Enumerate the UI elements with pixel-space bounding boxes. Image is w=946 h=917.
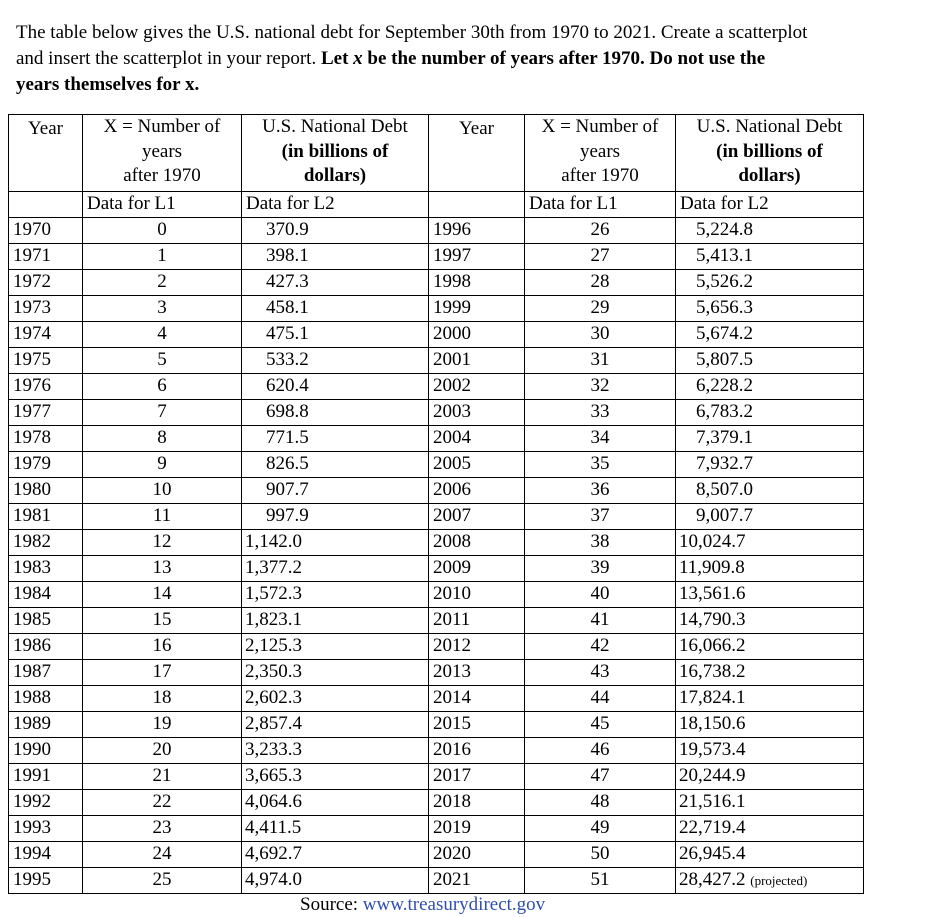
x-cell: 25 <box>83 868 242 894</box>
x-cell: 43 <box>525 660 676 686</box>
x-cell: 35 <box>525 452 676 478</box>
debt-cell: 3,233.3 <box>242 738 429 764</box>
debt-cell: 21,516.1 <box>676 790 864 816</box>
header-year-right: Year <box>429 115 525 192</box>
debt-cell: 826.5 <box>242 452 429 478</box>
debt-cell: 11,909.8 <box>676 556 864 582</box>
debt-cell: 1,572.3 <box>242 582 429 608</box>
instructions-line-3: years themselves for x. <box>16 74 200 95</box>
x-cell: 38 <box>525 530 676 556</box>
table-row <box>9 660 864 686</box>
header-x-right: X = Number of years after 1970 <box>525 115 676 192</box>
year-cell: 2010 <box>429 582 525 608</box>
debt-cell: 698.8 <box>242 400 429 426</box>
year-cell: 2019 <box>429 816 525 842</box>
debt-cell: 458.1 <box>242 296 429 322</box>
x-cell: 51 <box>525 868 676 894</box>
x-cell: 44 <box>525 686 676 712</box>
header-debt-left: U.S. National Debt (in billions of dollars) <box>242 115 429 192</box>
x-cell: 18 <box>83 686 242 712</box>
year-cell: 1993 <box>9 816 83 842</box>
debt-cell: 5,526.2 <box>676 270 864 296</box>
year-cell: 1986 <box>9 634 83 660</box>
x-cell: 15 <box>83 608 242 634</box>
debt-cell: 4,692.7 <box>242 842 429 868</box>
year-cell: 2012 <box>429 634 525 660</box>
table-row <box>9 426 864 452</box>
debt-cell: 8,507.0 <box>676 478 864 504</box>
instructions-bold-x: x <box>353 48 363 69</box>
year-cell: 2003 <box>429 400 525 426</box>
table-row <box>9 530 864 556</box>
x-cell: 31 <box>525 348 676 374</box>
debt-cell: 427.3 <box>242 270 429 296</box>
x-cell: 40 <box>525 582 676 608</box>
year-cell: 1982 <box>9 530 83 556</box>
x-cell: 24 <box>83 842 242 868</box>
x-cell: 6 <box>83 374 242 400</box>
year-cell: 2001 <box>429 348 525 374</box>
subheader-l2-right: Data for L2 <box>676 192 864 218</box>
debt-cell: 1,142.0 <box>242 530 429 556</box>
debt-cell: 26,945.4 <box>676 842 864 868</box>
table-row <box>9 790 864 816</box>
debt-cell: 2,602.3 <box>242 686 429 712</box>
year-cell: 1989 <box>9 712 83 738</box>
table-row <box>9 244 864 270</box>
year-cell: 2018 <box>429 790 525 816</box>
debt-cell: 6,783.2 <box>676 400 864 426</box>
debt-cell: 10,024.7 <box>676 530 864 556</box>
instructions-paragraph <box>16 20 936 98</box>
debt-cell: 22,719.4 <box>676 816 864 842</box>
year-cell: 2014 <box>429 686 525 712</box>
year-cell: 1974 <box>9 322 83 348</box>
projected-note: (projected) <box>750 873 808 888</box>
year-cell: 1979 <box>9 452 83 478</box>
debt-cell: 16,066.2 <box>676 634 864 660</box>
year-cell: 1980 <box>9 478 83 504</box>
table-row <box>9 764 864 790</box>
year-cell: 1981 <box>9 504 83 530</box>
x-cell: 5 <box>83 348 242 374</box>
table-row <box>9 452 864 478</box>
debt-cell: 5,224.8 <box>676 218 864 244</box>
header-x-left: X = Number of years after 1970 <box>83 115 242 192</box>
year-cell: 1972 <box>9 270 83 296</box>
year-cell: 1991 <box>9 764 83 790</box>
instructions-bold-a: Let <box>320 48 354 69</box>
debt-table <box>8 114 864 894</box>
table-row <box>9 348 864 374</box>
x-cell: 23 <box>83 816 242 842</box>
table-row <box>9 478 864 504</box>
year-cell: 2000 <box>429 322 525 348</box>
year-cell: 1999 <box>429 296 525 322</box>
year-cell: 1985 <box>9 608 83 634</box>
debt-cell: 5,656.3 <box>676 296 864 322</box>
debt-cell: 20,244.9 <box>676 764 864 790</box>
debt-cell: 16,738.2 <box>676 660 864 686</box>
debt-cell: 475.1 <box>242 322 429 348</box>
year-cell: 2020 <box>429 842 525 868</box>
year-cell: 2021 <box>429 868 525 894</box>
year-cell: 1996 <box>429 218 525 244</box>
x-cell: 34 <box>525 426 676 452</box>
instructions-line-1: The table below gives the U.S. national debt for September 30th from 1970 to 2021. Create a scatterplot <box>16 22 808 43</box>
subheader-l1-left: Data for L1 <box>83 192 242 218</box>
debt-cell: 4,974.0 <box>242 868 429 894</box>
debt-cell: 9,007.7 <box>676 504 864 530</box>
table-row <box>9 608 864 634</box>
year-cell: 1973 <box>9 296 83 322</box>
year-cell: 2015 <box>429 712 525 738</box>
header-debt-right: U.S. National Debt (in billions of dollars) <box>676 115 864 192</box>
subheader-l2-left: Data for L2 <box>242 192 429 218</box>
debt-cell: 14,790.3 <box>676 608 864 634</box>
x-cell: 48 <box>525 790 676 816</box>
x-cell: 41 <box>525 608 676 634</box>
year-cell: 2002 <box>429 374 525 400</box>
instructions-line-2: and insert the scatterplot in your report. <box>16 48 321 69</box>
x-cell: 50 <box>525 842 676 868</box>
table-row <box>9 322 864 348</box>
debt-cell: 620.4 <box>242 374 429 400</box>
year-cell: 1970 <box>9 218 83 244</box>
x-cell: 0 <box>83 218 242 244</box>
year-cell: 2004 <box>429 426 525 452</box>
year-cell: 2011 <box>429 608 525 634</box>
x-cell: 17 <box>83 660 242 686</box>
x-cell: 39 <box>525 556 676 582</box>
year-cell: 1975 <box>9 348 83 374</box>
debt-cell: 4,411.5 <box>242 816 429 842</box>
debt-cell: 18,150.6 <box>676 712 864 738</box>
x-cell: 19 <box>83 712 242 738</box>
x-cell: 33 <box>525 400 676 426</box>
year-cell: 1988 <box>9 686 83 712</box>
debt-cell: 370.9 <box>242 218 429 244</box>
x-cell: 30 <box>525 322 676 348</box>
table-header-row <box>9 115 864 192</box>
header-year-left: Year <box>9 115 83 192</box>
source-line <box>300 893 545 917</box>
year-cell: 1984 <box>9 582 83 608</box>
table-row <box>9 556 864 582</box>
year-cell: 1983 <box>9 556 83 582</box>
x-cell: 3 <box>83 296 242 322</box>
x-cell: 10 <box>83 478 242 504</box>
year-cell: 1978 <box>9 426 83 452</box>
table-row <box>9 504 864 530</box>
table-row <box>9 738 864 764</box>
year-cell: 2005 <box>429 452 525 478</box>
x-cell: 4 <box>83 322 242 348</box>
year-cell: 1990 <box>9 738 83 764</box>
x-cell: 46 <box>525 738 676 764</box>
x-cell: 47 <box>525 764 676 790</box>
year-cell: 2006 <box>429 478 525 504</box>
x-cell: 11 <box>83 504 242 530</box>
debt-cell: 5,807.5 <box>676 348 864 374</box>
x-cell: 49 <box>525 816 676 842</box>
x-cell: 2 <box>83 270 242 296</box>
table-row <box>9 634 864 660</box>
year-cell: 2017 <box>429 764 525 790</box>
year-cell: 1992 <box>9 790 83 816</box>
table-row <box>9 816 864 842</box>
table-row <box>9 296 864 322</box>
source-link[interactable]: www.treasurydirect.gov <box>362 894 546 915</box>
x-cell: 26 <box>525 218 676 244</box>
x-cell: 16 <box>83 634 242 660</box>
x-cell: 14 <box>83 582 242 608</box>
debt-cell: 3,665.3 <box>242 764 429 790</box>
debt-cell: 2,857.4 <box>242 712 429 738</box>
x-cell: 8 <box>83 426 242 452</box>
table-row <box>9 842 864 868</box>
table-row <box>9 270 864 296</box>
year-cell: 1997 <box>429 244 525 270</box>
year-cell: 1995 <box>9 868 83 894</box>
source-label: Source: <box>300 894 363 915</box>
year-cell: 1971 <box>9 244 83 270</box>
debt-cell: 4,064.6 <box>242 790 429 816</box>
year-cell: 1977 <box>9 400 83 426</box>
debt-cell: 6,228.2 <box>676 374 864 400</box>
debt-cell: 1,823.1 <box>242 608 429 634</box>
x-cell: 28 <box>525 270 676 296</box>
x-cell: 21 <box>83 764 242 790</box>
table-row <box>9 374 864 400</box>
year-cell: 2009 <box>429 556 525 582</box>
debt-cell: 2,125.3 <box>242 634 429 660</box>
table-row <box>9 868 864 894</box>
year-cell: 1987 <box>9 660 83 686</box>
debt-cell: 907.7 <box>242 478 429 504</box>
debt-cell: 5,674.2 <box>676 322 864 348</box>
debt-cell: 398.1 <box>242 244 429 270</box>
instructions-bold-b: be the number of years after 1970. Do not use the <box>362 48 766 69</box>
table-row <box>9 582 864 608</box>
table-row <box>9 400 864 426</box>
debt-cell: 2,350.3 <box>242 660 429 686</box>
debt-cell: 997.9 <box>242 504 429 530</box>
x-cell: 29 <box>525 296 676 322</box>
year-cell: 2007 <box>429 504 525 530</box>
debt-cell: 7,379.1 <box>676 426 864 452</box>
x-cell: 32 <box>525 374 676 400</box>
debt-cell: 7,932.7 <box>676 452 864 478</box>
x-cell: 22 <box>83 790 242 816</box>
year-cell: 2013 <box>429 660 525 686</box>
x-cell: 12 <box>83 530 242 556</box>
x-cell: 1 <box>83 244 242 270</box>
x-cell: 37 <box>525 504 676 530</box>
x-cell: 7 <box>83 400 242 426</box>
debt-cell: 17,824.1 <box>676 686 864 712</box>
x-cell: 42 <box>525 634 676 660</box>
x-cell: 45 <box>525 712 676 738</box>
subheader-l1-right: Data for L1 <box>525 192 676 218</box>
table-row <box>9 712 864 738</box>
debt-cell: 533.2 <box>242 348 429 374</box>
year-cell: 1998 <box>429 270 525 296</box>
year-cell: 2008 <box>429 530 525 556</box>
table-row <box>9 218 864 244</box>
year-cell: 2016 <box>429 738 525 764</box>
debt-cell: 28,427.2 (projected) <box>676 868 864 894</box>
debt-cell: 771.5 <box>242 426 429 452</box>
x-cell: 27 <box>525 244 676 270</box>
debt-cell: 13,561.6 <box>676 582 864 608</box>
x-cell: 9 <box>83 452 242 478</box>
x-cell: 36 <box>525 478 676 504</box>
x-cell: 20 <box>83 738 242 764</box>
debt-cell: 1,377.2 <box>242 556 429 582</box>
table-subheader-row <box>9 192 864 218</box>
table-row <box>9 686 864 712</box>
x-cell: 13 <box>83 556 242 582</box>
debt-cell: 5,413.1 <box>676 244 864 270</box>
year-cell: 1976 <box>9 374 83 400</box>
year-cell: 1994 <box>9 842 83 868</box>
debt-cell: 19,573.4 <box>676 738 864 764</box>
